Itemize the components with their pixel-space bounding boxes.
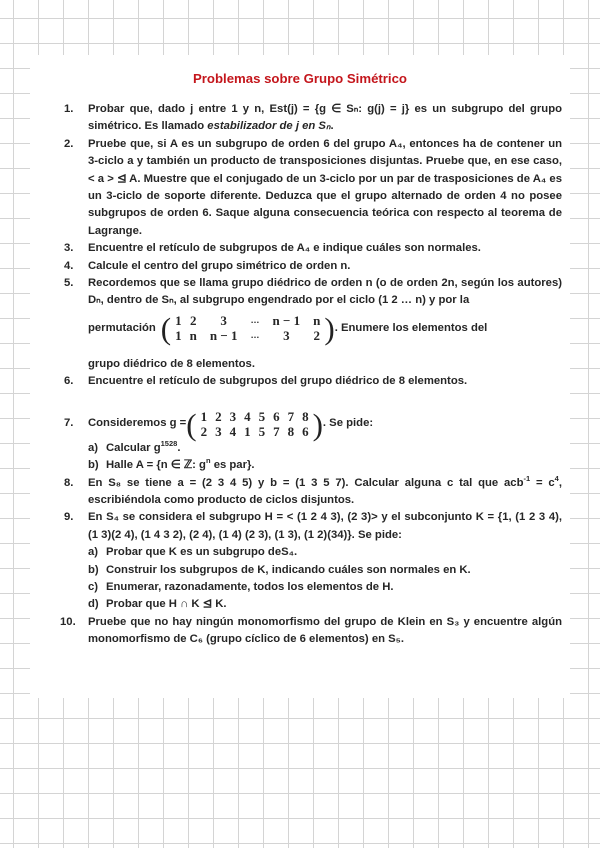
problem-text: Probar que, dado j entre 1 y n, Est(j) = {g ∈ Sₙ: g(j) = j} es un subgrupo del grupo simétrico. Es llamado: [88, 103, 562, 133]
subitem-b: [88, 562, 562, 579]
matrix-cell: 1: [200, 409, 208, 425]
matrix-cell: 4: [244, 409, 251, 425]
problem-number: 3.: [64, 242, 74, 255]
subitem-text: Calcular g: [106, 441, 161, 454]
problem-number: 9.: [64, 511, 74, 524]
subitem-a: [88, 440, 562, 457]
exponent: 1528: [160, 438, 178, 448]
problem-emphasis: estabilizador de j en Sₙ: [207, 120, 331, 133]
subitem-text: Probar que K es un subgrupo deS₄.: [106, 546, 298, 559]
problem-text: En S₄ se considera el subgrupo H = < (1 2 4 3), (2 3)> y el subconjunto K = {1, (1 2 3 4), (1 3)(2 4), (1 4 3 2), (2 4), (1 4) (2 3), (1 3), (1 2)(34)}. Se pide:: [88, 511, 562, 541]
subitem-c: [88, 579, 562, 596]
matrix-column: [284, 409, 299, 439]
matrix-column: [309, 313, 324, 343]
subitem-label: b): [88, 459, 99, 472]
problem-6: [64, 373, 562, 390]
matrix-column: [298, 409, 313, 439]
subitem-text: Construir los subgrupos de K, indicando cuáles son normales en K.: [106, 563, 471, 576]
matrix-cell: 3: [215, 424, 222, 440]
matrix-cell: 6: [302, 424, 309, 440]
page-title: Problemas sobre Grupo Simétrico: [193, 71, 407, 86]
matrix-cell: 5: [258, 424, 266, 440]
matrix-cell: n: [189, 328, 197, 344]
problem-number: 10.: [60, 615, 76, 628]
problem-1: [64, 101, 562, 136]
subitem-text-end: .: [177, 441, 181, 454]
matrix-cell: 1: [244, 424, 251, 440]
problem-10: [60, 614, 562, 649]
matrix-column: [264, 313, 310, 343]
problem-number: 1.: [64, 103, 74, 115]
matrix-cell: 2: [200, 424, 208, 440]
matrix-cell: …: [250, 315, 260, 326]
problem-list: [60, 101, 562, 649]
matrix-column: [197, 409, 212, 439]
subitem-text: Halle A = {n ∈ ℤ: g: [106, 459, 206, 472]
matrix-cell: 7: [273, 424, 280, 440]
matrix-column: [186, 313, 201, 343]
matrix-cell: n: [313, 313, 321, 329]
problem-sheet: [30, 55, 570, 698]
matrix-column: [201, 313, 247, 343]
right-paren: ): [324, 310, 335, 346]
subitem-text-end: es par}.: [210, 459, 255, 472]
matrix-column: [255, 409, 270, 439]
problem-8: [64, 475, 562, 510]
matrix-cell: 5: [258, 409, 266, 425]
matrix-cell: 3: [229, 409, 237, 425]
subitem-label: a): [88, 441, 99, 454]
problem-text: Pruebe que, si A es un subgrupo de orden 6 del grupo A₄, entonces ha de contener un 3-ciclo a y también un producto de transposiciones disjuntas. Pruebe que, en ese caso, < a > ⊴ A. Muestre que el conjugado de un 3-ciclo por un par de trasposiciones de A₄ es un 3-ciclo de soporte diferente. Deduzca que el grupo alternado de orden 4 no posee subgrupos de orden 6. Saque alguna consecuencia teórica con respecto al teorema de Lagrange.: [88, 137, 562, 237]
exponent: -1: [523, 473, 531, 483]
subitem-text: Enumerar, razonadamente, todos los elementos de H.: [106, 580, 394, 593]
problem-text-end: .: [330, 120, 334, 133]
problem-text: , escribiéndola como producto de ciclos disjuntos.: [88, 476, 562, 506]
matrix-column: [211, 409, 226, 439]
permutation-row: [88, 406, 562, 442]
matrix-cell: 3: [220, 313, 227, 329]
matrix-cell: 7: [287, 409, 295, 425]
matrix-cell: …: [250, 330, 260, 341]
matrix-cell: 8: [302, 409, 309, 425]
problem-text: Recordemos que se llama grupo diédrico de orden n (o de orden 2n, según los autores) Dₙ, dentro de Sₙ, al subgrupo engendrado por el ciclo (1 2 … n) y por la: [88, 277, 562, 307]
subitem-text: Probar que H ∩ K ⊴ K.: [106, 598, 227, 611]
problem-text: Pruebe que no hay ningún monomorfismo del grupo de Klein en S₃ y encuentre algún monomorfismo de C₆ (grupo cíclico de 6 elementos) en S₅.: [88, 615, 562, 646]
problem-text: Encuentre el retículo de subgrupos del grupo diédrico de 8 elementos.: [88, 375, 468, 388]
problem-number: 4.: [64, 259, 74, 272]
problem-text-last: grupo diédrico de 8 elementos.: [88, 357, 255, 370]
matrix-cell: 2: [189, 313, 197, 329]
problem-number: 5.: [64, 277, 74, 290]
subitem-a: [88, 544, 562, 561]
right-paren: ): [312, 406, 323, 442]
problem-9: [64, 509, 562, 613]
matrix-column: [240, 409, 255, 439]
permutation-matrix: [186, 406, 323, 442]
matrix-cell: 1: [175, 313, 182, 329]
matrix-cell: 4: [229, 424, 237, 440]
matrix-cell: 8: [287, 424, 295, 440]
exponent: n: [205, 456, 211, 466]
matrix-column: [226, 409, 241, 439]
exponent: 4: [554, 473, 559, 483]
problem-number: 7.: [64, 416, 74, 429]
subitem-label: c): [88, 580, 99, 593]
problem-4: [64, 258, 562, 275]
problem-2: [64, 136, 562, 240]
problem-number: 8.: [64, 476, 74, 489]
problem-text: Calcule el centro del grupo simétrico de orden n.: [88, 259, 351, 272]
problem-text: En S₈ se tiene a = (2 3 4 5) y b = (1 3 5 7). Calcular alguna c tal que acb: [88, 476, 524, 489]
after-matrix-text: . Enumere los elementos del: [334, 321, 488, 334]
problem-7: [64, 406, 562, 475]
problem-3: [64, 240, 562, 257]
permutation-row: [88, 310, 562, 346]
problem-text: Encuentre el retículo de subgrupos de A₄ e indique cuáles son normales.: [88, 242, 481, 255]
matrix-cell: 3: [283, 328, 290, 344]
problem-5: [64, 275, 562, 373]
subitem-d: [88, 596, 562, 613]
matrix-cell: 1: [175, 328, 182, 344]
permutation-matrix: [160, 310, 335, 346]
subitem-label: d): [88, 598, 99, 611]
problem-number: 6.: [64, 375, 74, 388]
matrix-cell: 6: [273, 409, 280, 425]
subitem-b: [88, 457, 562, 474]
problem-text: = c: [530, 476, 555, 489]
left-paren: (: [186, 406, 197, 442]
matrix-cell: n − 1: [209, 328, 238, 344]
matrix-column: [247, 313, 264, 343]
subitem-label: b): [88, 563, 99, 576]
left-paren: (: [160, 310, 172, 346]
after-matrix-text: . Se pide:: [322, 417, 374, 430]
permutation-label: permutación: [88, 321, 156, 334]
matrix-column: [171, 313, 186, 343]
problem-text: Consideremos g =: [88, 417, 187, 430]
problem-number: 2.: [64, 137, 74, 150]
matrix-cell: 2: [313, 328, 320, 344]
matrix-cell: n − 1: [272, 313, 301, 329]
matrix-cell: 2: [215, 409, 222, 425]
subitem-label: a): [88, 546, 99, 559]
matrix-column: [269, 409, 284, 439]
